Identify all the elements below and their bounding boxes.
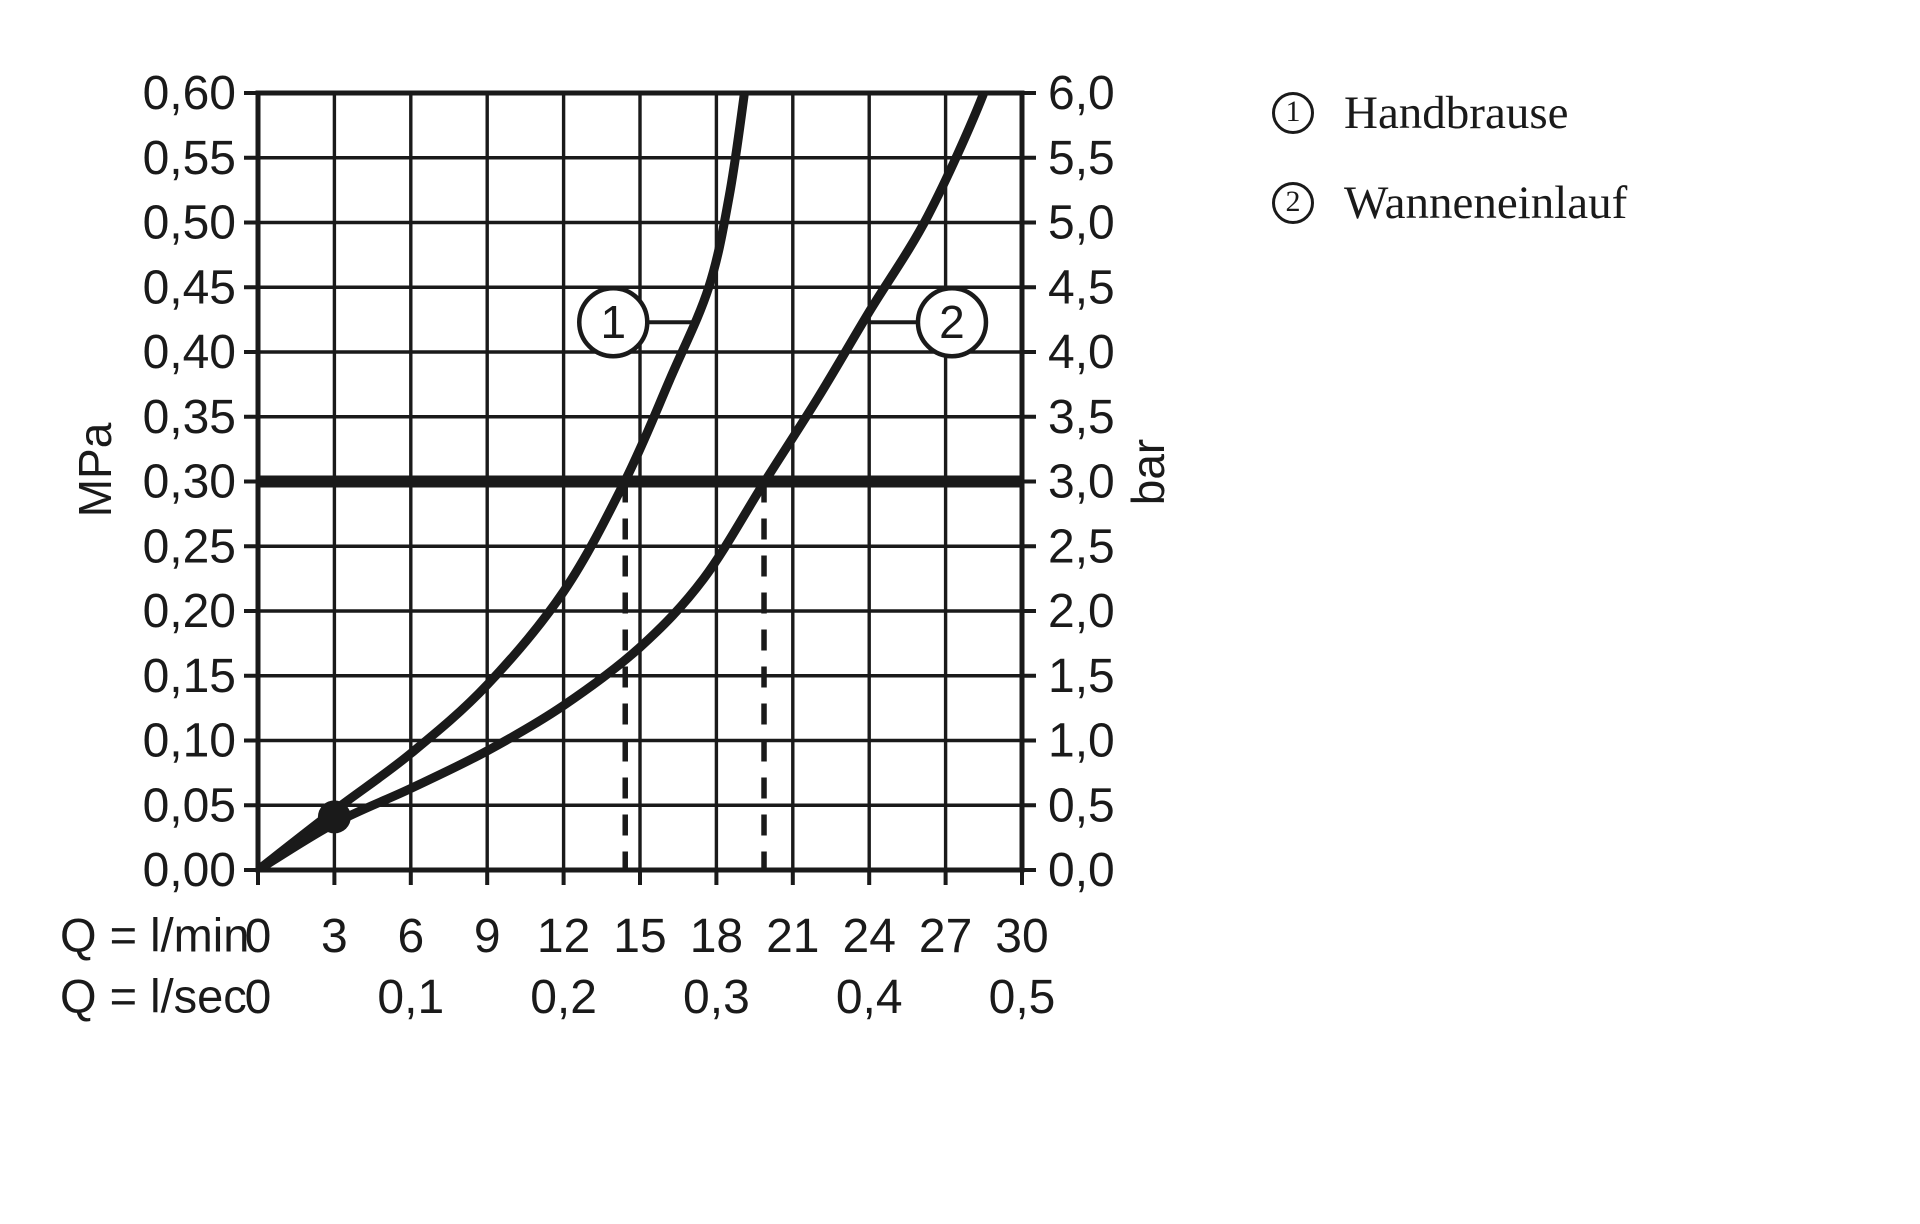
x-lsec-tick-label: 0,2 (530, 971, 597, 1024)
legend-item-handbrause (1272, 86, 1627, 140)
x-lsec-tick-label: 0,4 (835, 971, 903, 1024)
y-right-tick-label: 5,5 (1048, 131, 1115, 185)
y-left-tick-label: 0,00 (142, 844, 236, 897)
x-lsec-tick-label: 0 (244, 971, 272, 1024)
x-lmin-tick-label: 21 (766, 910, 820, 963)
callout-number-2: 2 (939, 296, 965, 349)
x-lsec-tick-label: 0,3 (683, 971, 750, 1024)
y-axis-unit-mpa: MPa (69, 422, 121, 518)
x-lmin-tick-label: 30 (995, 910, 1049, 963)
legend-circle-2-icon: 2 (1272, 182, 1314, 224)
y-right-tick-label: 4,5 (1048, 261, 1115, 315)
y-right-tick-label: 3,0 (1048, 455, 1115, 509)
legend-label-handbrause: Handbrause (1344, 87, 1569, 139)
x-lmin-tick-label: 15 (613, 910, 667, 963)
y-right-tick-label: 1,0 (1048, 714, 1115, 768)
y-left-tick-label: 0,55 (142, 131, 236, 185)
y-axis-unit-bar: bar (1122, 438, 1174, 506)
y-left-tick-label: 0,25 (142, 520, 236, 574)
x-lmin-tick-label: 0 (244, 910, 272, 963)
y-right-tick-label: 1,5 (1048, 649, 1115, 703)
y-left-tick-label: 0,40 (142, 326, 236, 379)
y-left-tick-label: 0,50 (142, 196, 236, 250)
y-right-tick-label: 2,0 (1048, 585, 1115, 638)
y-right-tick-label: 5,0 (1048, 196, 1115, 250)
y-right-tick-label: 6,0 (1048, 67, 1115, 120)
x-lmin-tick-label: 24 (842, 910, 896, 963)
x-lmin-tick-label: 27 (918, 910, 973, 963)
x-lmin-tick-label: 9 (473, 910, 501, 963)
y-left-tick-label: 0,35 (142, 390, 236, 444)
y-right-tick-label: 2,5 (1048, 520, 1115, 574)
y-right-tick-label: 0,0 (1048, 844, 1115, 897)
y-right-tick-label: 4,0 (1048, 326, 1115, 379)
y-right-tick-label: 3,5 (1048, 390, 1115, 444)
y-left-tick-label: 0,05 (142, 779, 236, 833)
y-left-tick-label: 0,60 (142, 67, 236, 120)
x-axis-unit-lmin: Q = l/min (60, 908, 250, 962)
x-lsec-tick-label: 0,1 (377, 971, 445, 1024)
legend-circle-1-icon: 1 (1272, 92, 1314, 134)
flow-marker-dot (318, 800, 351, 833)
x-lsec-tick-label: 0,5 (988, 971, 1056, 1024)
x-lmin-tick-label: 18 (689, 910, 744, 963)
curve-2-wanneneinlauf (258, 28, 1002, 870)
x-lmin-tick-label: 3 (321, 910, 348, 963)
legend (1272, 86, 1627, 266)
y-left-tick-label: 0,10 (142, 714, 236, 768)
x-lmin-tick-label: 12 (536, 910, 591, 963)
y-left-tick-label: 0,20 (142, 585, 236, 638)
x-lmin-tick-label: 6 (397, 910, 425, 963)
y-left-tick-label: 0,45 (142, 261, 236, 315)
y-left-tick-label: 0,30 (142, 455, 236, 509)
legend-item-wanneneinlauf (1272, 176, 1627, 230)
x-axis-unit-lsec: Q = l/sec (60, 969, 247, 1023)
y-left-tick-label: 0,15 (142, 649, 236, 703)
callout-number-1: 1 (600, 296, 627, 349)
y-right-tick-label: 0,5 (1048, 779, 1115, 833)
legend-label-wanneneinlauf: Wanneneinlauf (1344, 177, 1628, 229)
